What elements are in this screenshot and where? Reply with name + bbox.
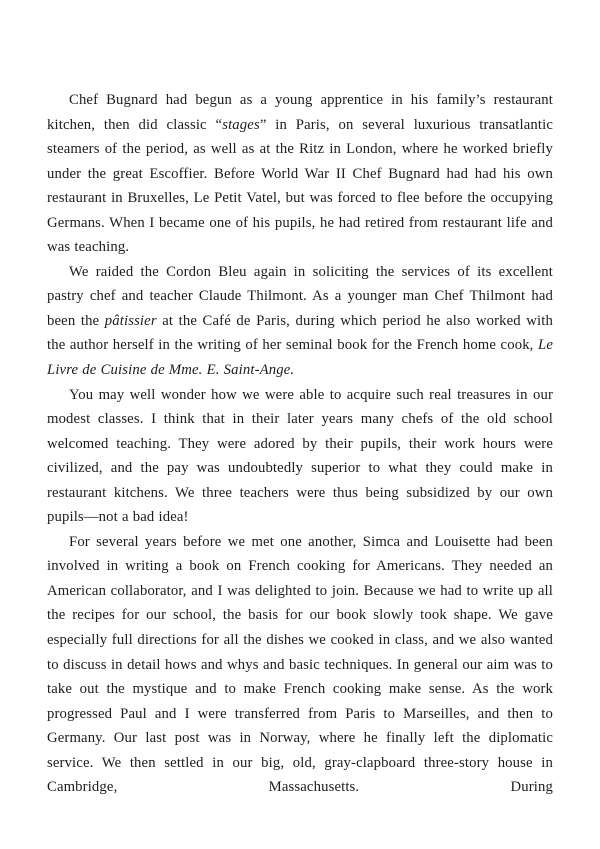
italic-text-run: stages <box>222 116 260 133</box>
paragraph <box>47 260 553 383</box>
paragraph <box>47 383 553 530</box>
text-run: You may well wonder how we were able to acquire such real treasures in our modest classes. I think that in their later years many chefs of the old school welcomed teaching. They were adored by their pupils, their work hours were civilized, and the pay was undoubtedly superior to what they could make in restaurant kitchens. We three teachers were thus being subsidized by our own pupils—not a bad idea! <box>47 386 553 526</box>
text-run: Chef Bugnard had begun as a young apprentice in his family’s restaurant kitchen, then did classic “ <box>47 92 553 133</box>
italic-text-run: Le Livre de Cuisine de Mme. E. Saint-Ange. <box>47 337 553 379</box>
text-run: We raided the Cordon Bleu again in soliciting the services of its excellent pastry chef and teacher Claude Thilmont. As a younger man Chef Thilmont had been the <box>47 263 553 329</box>
italic-text-run: pâtissier <box>104 312 157 329</box>
paragraph <box>47 530 553 800</box>
text-run: For several years before we met one another, Simca and Louisette had been involved in writing a book on French cooking for Americans. They needed an American collaborator, and I was delighted to join. Because we had to write up all the recipes for our school, the basis for our book slowly took shape. We gave especially full directions for all the dishes we cooked in class, and we also wanted to discuss in detail hows and whys and basic techniques. In general our aim was to take out the mystique and to make French cooking make sense. As the work progressed Paul and I were transferred from Paris to Marseilles, and then to Germany. Our last post was in Norway, where he finally left the diplomatic service. We then settled in our big, old, gray-clapboard three-story house in Cambridge, Massachusetts. During <box>47 533 553 796</box>
text-run: ” in Paris, on several luxurious transatlantic steamers of the period, as well as at the Ritz in London, where he worked briefly under the great Escoffier. Before World War II Chef Bugnard had had his own restaurant in Bruxelles, Le Petit Vatel, but was forced to flee before the occupying Germans. When I became one of his pupils, he had retired from restaurant life and was teaching. <box>47 116 553 256</box>
body-text-block <box>47 88 553 800</box>
paragraph <box>47 88 553 260</box>
text-run: at the Café de Paris, during which period he also worked with the author herself in the writing of her seminal book for the French home cook, <box>47 312 553 354</box>
